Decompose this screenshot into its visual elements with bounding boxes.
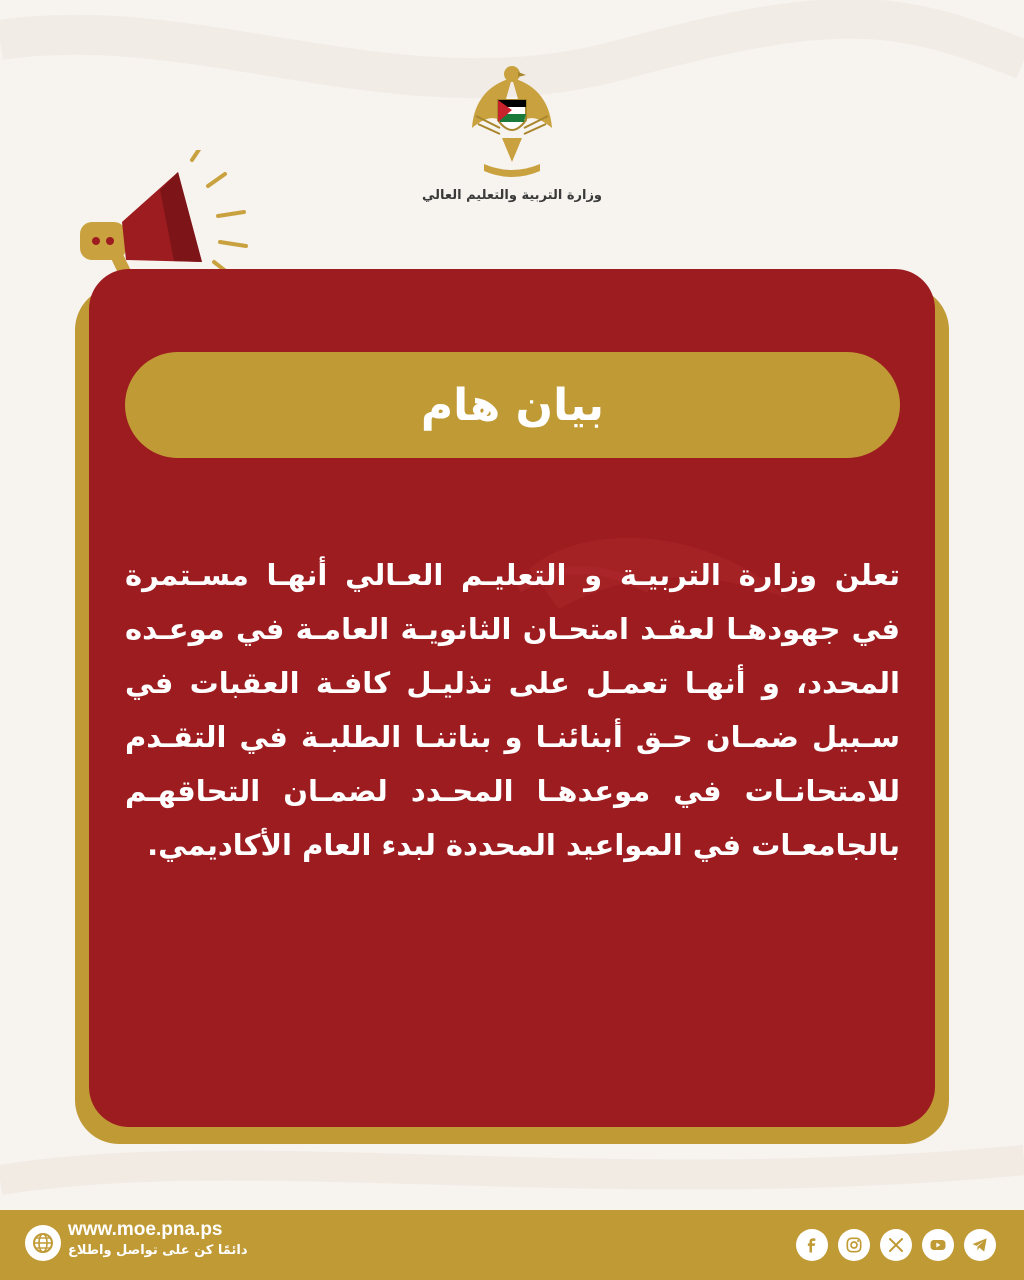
ministry-name: وزارة التربية والتعليم العالي (421, 188, 603, 203)
announcement-title: بيان هام (420, 379, 605, 431)
youtube-icon[interactable] (922, 1229, 954, 1261)
x-icon[interactable] (880, 1229, 912, 1261)
website-link[interactable]: www.moe.pna.ps (68, 1219, 223, 1240)
globe-icon[interactable] (25, 1225, 61, 1261)
telegram-icon[interactable] (964, 1229, 996, 1261)
announcement-title-pill (125, 352, 900, 458)
facebook-icon[interactable] (796, 1229, 828, 1261)
announcement-body: تعلن وزارة التربيـة و التعليـم العـالي أنهـا مسـتمرة في جهودهـا لعقـد امتحـان الثانويـة العامـة في موعـده المحدد، و أنهـا تعمـل على تذليـل كافـة العقبات في سـبيل ضمـان حـق أبنائنـا و بناتنـا الطلبـة في التقـدم للامتحانـات في موعدهـا المحـدد لضمـان التحاقهـم بالجامعـات في المواعيد المحددة لبدء العام الأكاديمي. (125, 558, 900, 862)
palestine-eagle-logo (462, 58, 562, 183)
footer-tagline: دائمًا كن على تواصل واطلاع (68, 1243, 248, 1258)
instagram-icon[interactable] (838, 1229, 870, 1261)
